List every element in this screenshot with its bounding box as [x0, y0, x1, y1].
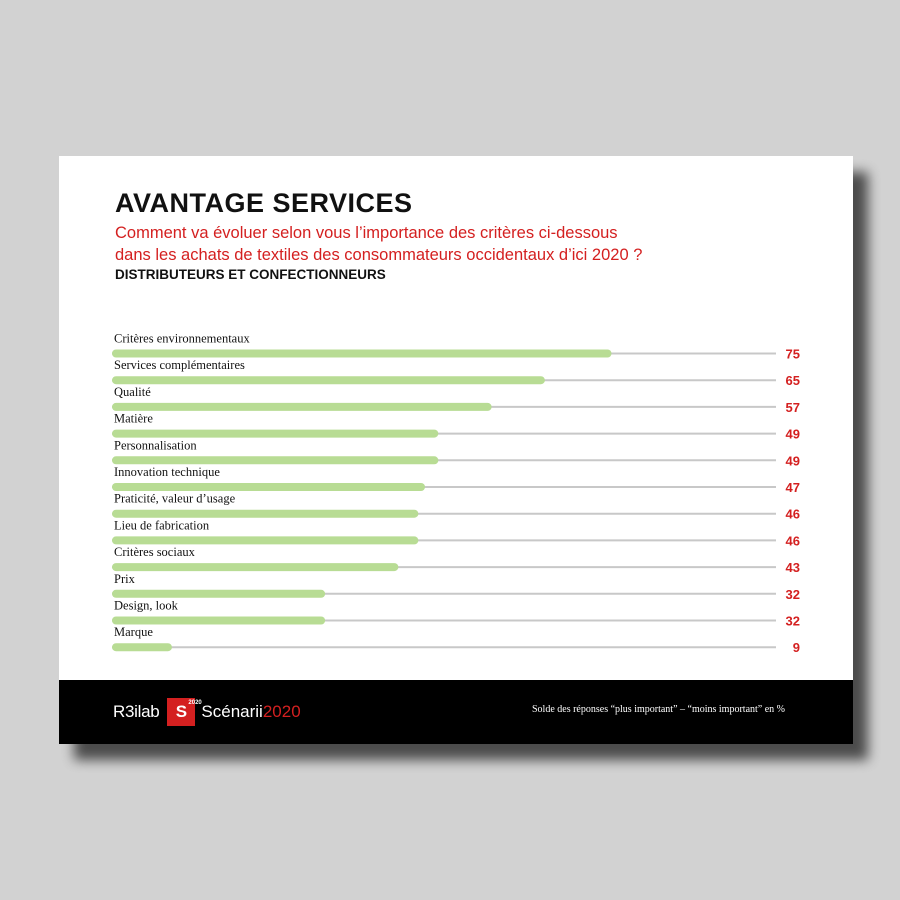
category-label: Qualité	[114, 384, 151, 399]
brand-logos	[113, 696, 301, 728]
category-label: Critères environnementaux	[114, 331, 250, 346]
category-label: Marque	[114, 625, 153, 640]
chart-question-line-2: dans les achats de textiles des consommateurs occidentaux d’ici 2020 ?	[115, 246, 643, 264]
value-label: 65	[785, 373, 800, 389]
s2020-logo-mark	[167, 698, 202, 726]
scenarii-logo-word: Scénarii	[201, 702, 263, 721]
respondent-segment: DISTRIBUTEURS ET CONFECTIONNEURS	[115, 267, 386, 282]
category-label: Services complémentaires	[114, 358, 245, 373]
value-label: 49	[785, 453, 800, 469]
infographic-card	[59, 156, 853, 744]
category-label: Praticité, valeur d’usage	[114, 491, 236, 506]
category-label: Matière	[114, 411, 153, 426]
category-label: Personnalisation	[114, 438, 197, 453]
value-label: 32	[785, 613, 800, 629]
horizontal-bar-chart	[59, 156, 853, 676]
category-label: Prix	[114, 571, 135, 586]
value-label: 32	[785, 586, 800, 602]
value-label: 46	[785, 506, 800, 522]
value-label: 57	[785, 399, 800, 415]
category-label: Critères sociaux	[114, 545, 195, 560]
value-label: 47	[785, 480, 800, 495]
value-label: 43	[785, 560, 800, 576]
category-label: Innovation technique	[114, 465, 220, 479]
category-label: Lieu de fabrication	[114, 518, 210, 533]
category-label: Design, look	[114, 598, 178, 613]
value-label: 9	[792, 640, 800, 656]
value-label: 49	[785, 426, 800, 442]
scenarii-logo-year: 2020	[262, 702, 301, 721]
r3ilab-logo: R3ilab	[113, 702, 160, 721]
chart-question-line-1: Comment va évoluer selon vous l’importance des critères ci-dessous	[115, 224, 618, 242]
footer-bar	[59, 680, 853, 744]
value-label: 46	[785, 533, 800, 549]
chart-title: AVANTAGE SERVICES	[115, 188, 413, 218]
value-label: 75	[785, 346, 800, 362]
footnote: Solde des réponses “plus important” – “moins important” en %	[531, 704, 785, 715]
s2020-logo-year: 2020	[188, 700, 202, 706]
scenarii-logo	[201, 702, 300, 722]
s2020-logo-letter: S	[175, 702, 188, 721]
